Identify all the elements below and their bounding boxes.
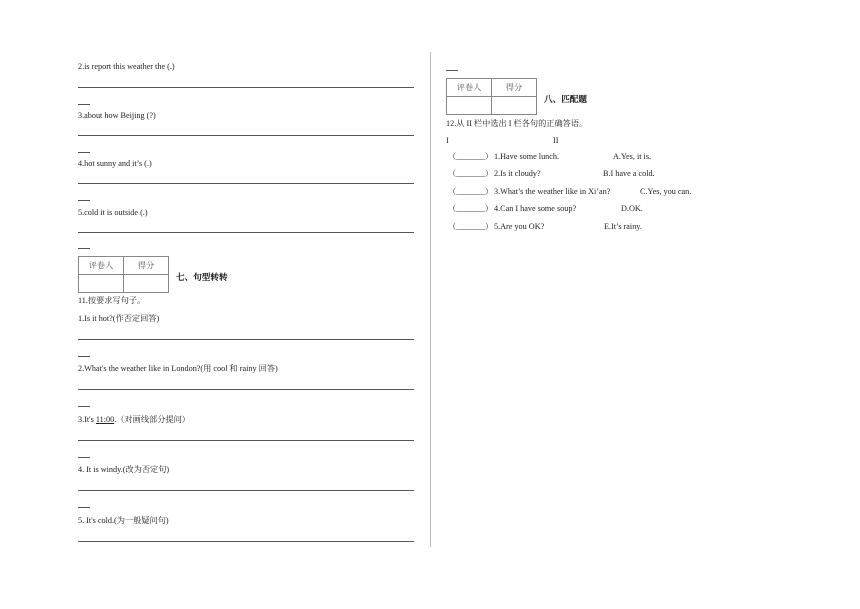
question-hot: 4.hot sunny and it’s (.) [78,159,152,168]
question-cold: 5.cold it is outside (.) [78,208,148,217]
answer-line[interactable] [78,232,414,233]
score-header: 得分 [124,257,169,275]
question11-3 [78,415,190,425]
answer-line[interactable] [78,440,414,441]
question-report: 2.is report this weather the (.) [78,62,175,71]
column-I-label: I [446,136,449,145]
score-cell[interactable] [492,97,537,115]
match-question-1: 1.Have some lunch. [494,152,560,161]
match-blank-4[interactable]: （_______） [448,204,494,213]
match-question-5: 5.Are you OK? [494,222,545,231]
question11-4: 4. It is windy.(改为否定句) [78,465,170,474]
answer-line-stub [78,152,90,153]
answer-line-stub [78,248,90,249]
section7-title: 七、句型转转 [176,273,228,283]
match-answer-D: D.OK. [621,204,643,213]
question11-3-prefix: 3.It's [78,415,96,424]
column-II-label: II [553,136,559,145]
match-answer-A: A.Yes, it is. [613,152,652,161]
match-blank-3[interactable]: （_______） [448,187,494,196]
section8-title: 八、匹配题 [544,95,587,105]
match-blank-1[interactable]: （_______） [448,152,494,161]
score-table-section7 [78,256,169,293]
answer-line-stub [78,406,90,407]
answer-line[interactable] [78,183,414,184]
match-answer-E: E.It’s rainy. [604,222,642,231]
grader-header: 评卷人 [447,79,492,97]
answer-line[interactable] [78,87,414,88]
match-question-4: 4.Can I have some soup? [494,204,577,213]
question11-intro: 11.按要求写句子。 [78,296,146,305]
answer-line[interactable] [78,490,414,491]
match-question-2: 2.Is it cloudy? [494,169,541,178]
question-beijing: 3.about how Beijing (?) [78,111,156,120]
question11-3-suffix: .（对画线部分提问） [114,415,190,424]
answer-line-stub [78,104,90,105]
answer-line-stub [78,200,90,201]
question11-5: 5. It's cold.(为一般疑问句) [78,516,169,525]
answer-line-stub [78,507,90,508]
column-divider [430,52,431,547]
match-blank-2[interactable]: （_______） [448,169,494,178]
answer-line[interactable] [78,389,414,390]
question11-3-underlined: 11:00 [95,415,115,424]
question11-1: 1.Is it hot?(作否定回答) [78,314,160,323]
match-blank-5[interactable]: （_______） [448,222,494,231]
score-header: 得分 [492,79,537,97]
grader-cell[interactable] [447,97,492,115]
answer-line-stub [446,70,458,71]
question11-2: 2.What's the weather like in London?(用 cool 和 rainy 回答) [78,364,278,373]
answer-line[interactable] [78,541,414,542]
question12-intro: 12.从 II 栏中选出 I 栏各句的正确答语。 [446,119,588,128]
score-table-section8 [446,78,537,115]
match-answer-B: B.I have a cold. [603,169,655,178]
match-question-3: 3.What’s the weather like in Xi’an? [494,187,611,196]
answer-line-stub [78,356,90,357]
answer-line[interactable] [78,135,414,136]
answer-line[interactable] [78,339,414,340]
match-answer-C: C.Yes, you can. [640,187,692,196]
answer-line-stub [78,457,90,458]
grader-cell[interactable] [79,275,124,293]
score-cell[interactable] [124,275,169,293]
grader-header: 评卷人 [79,257,124,275]
